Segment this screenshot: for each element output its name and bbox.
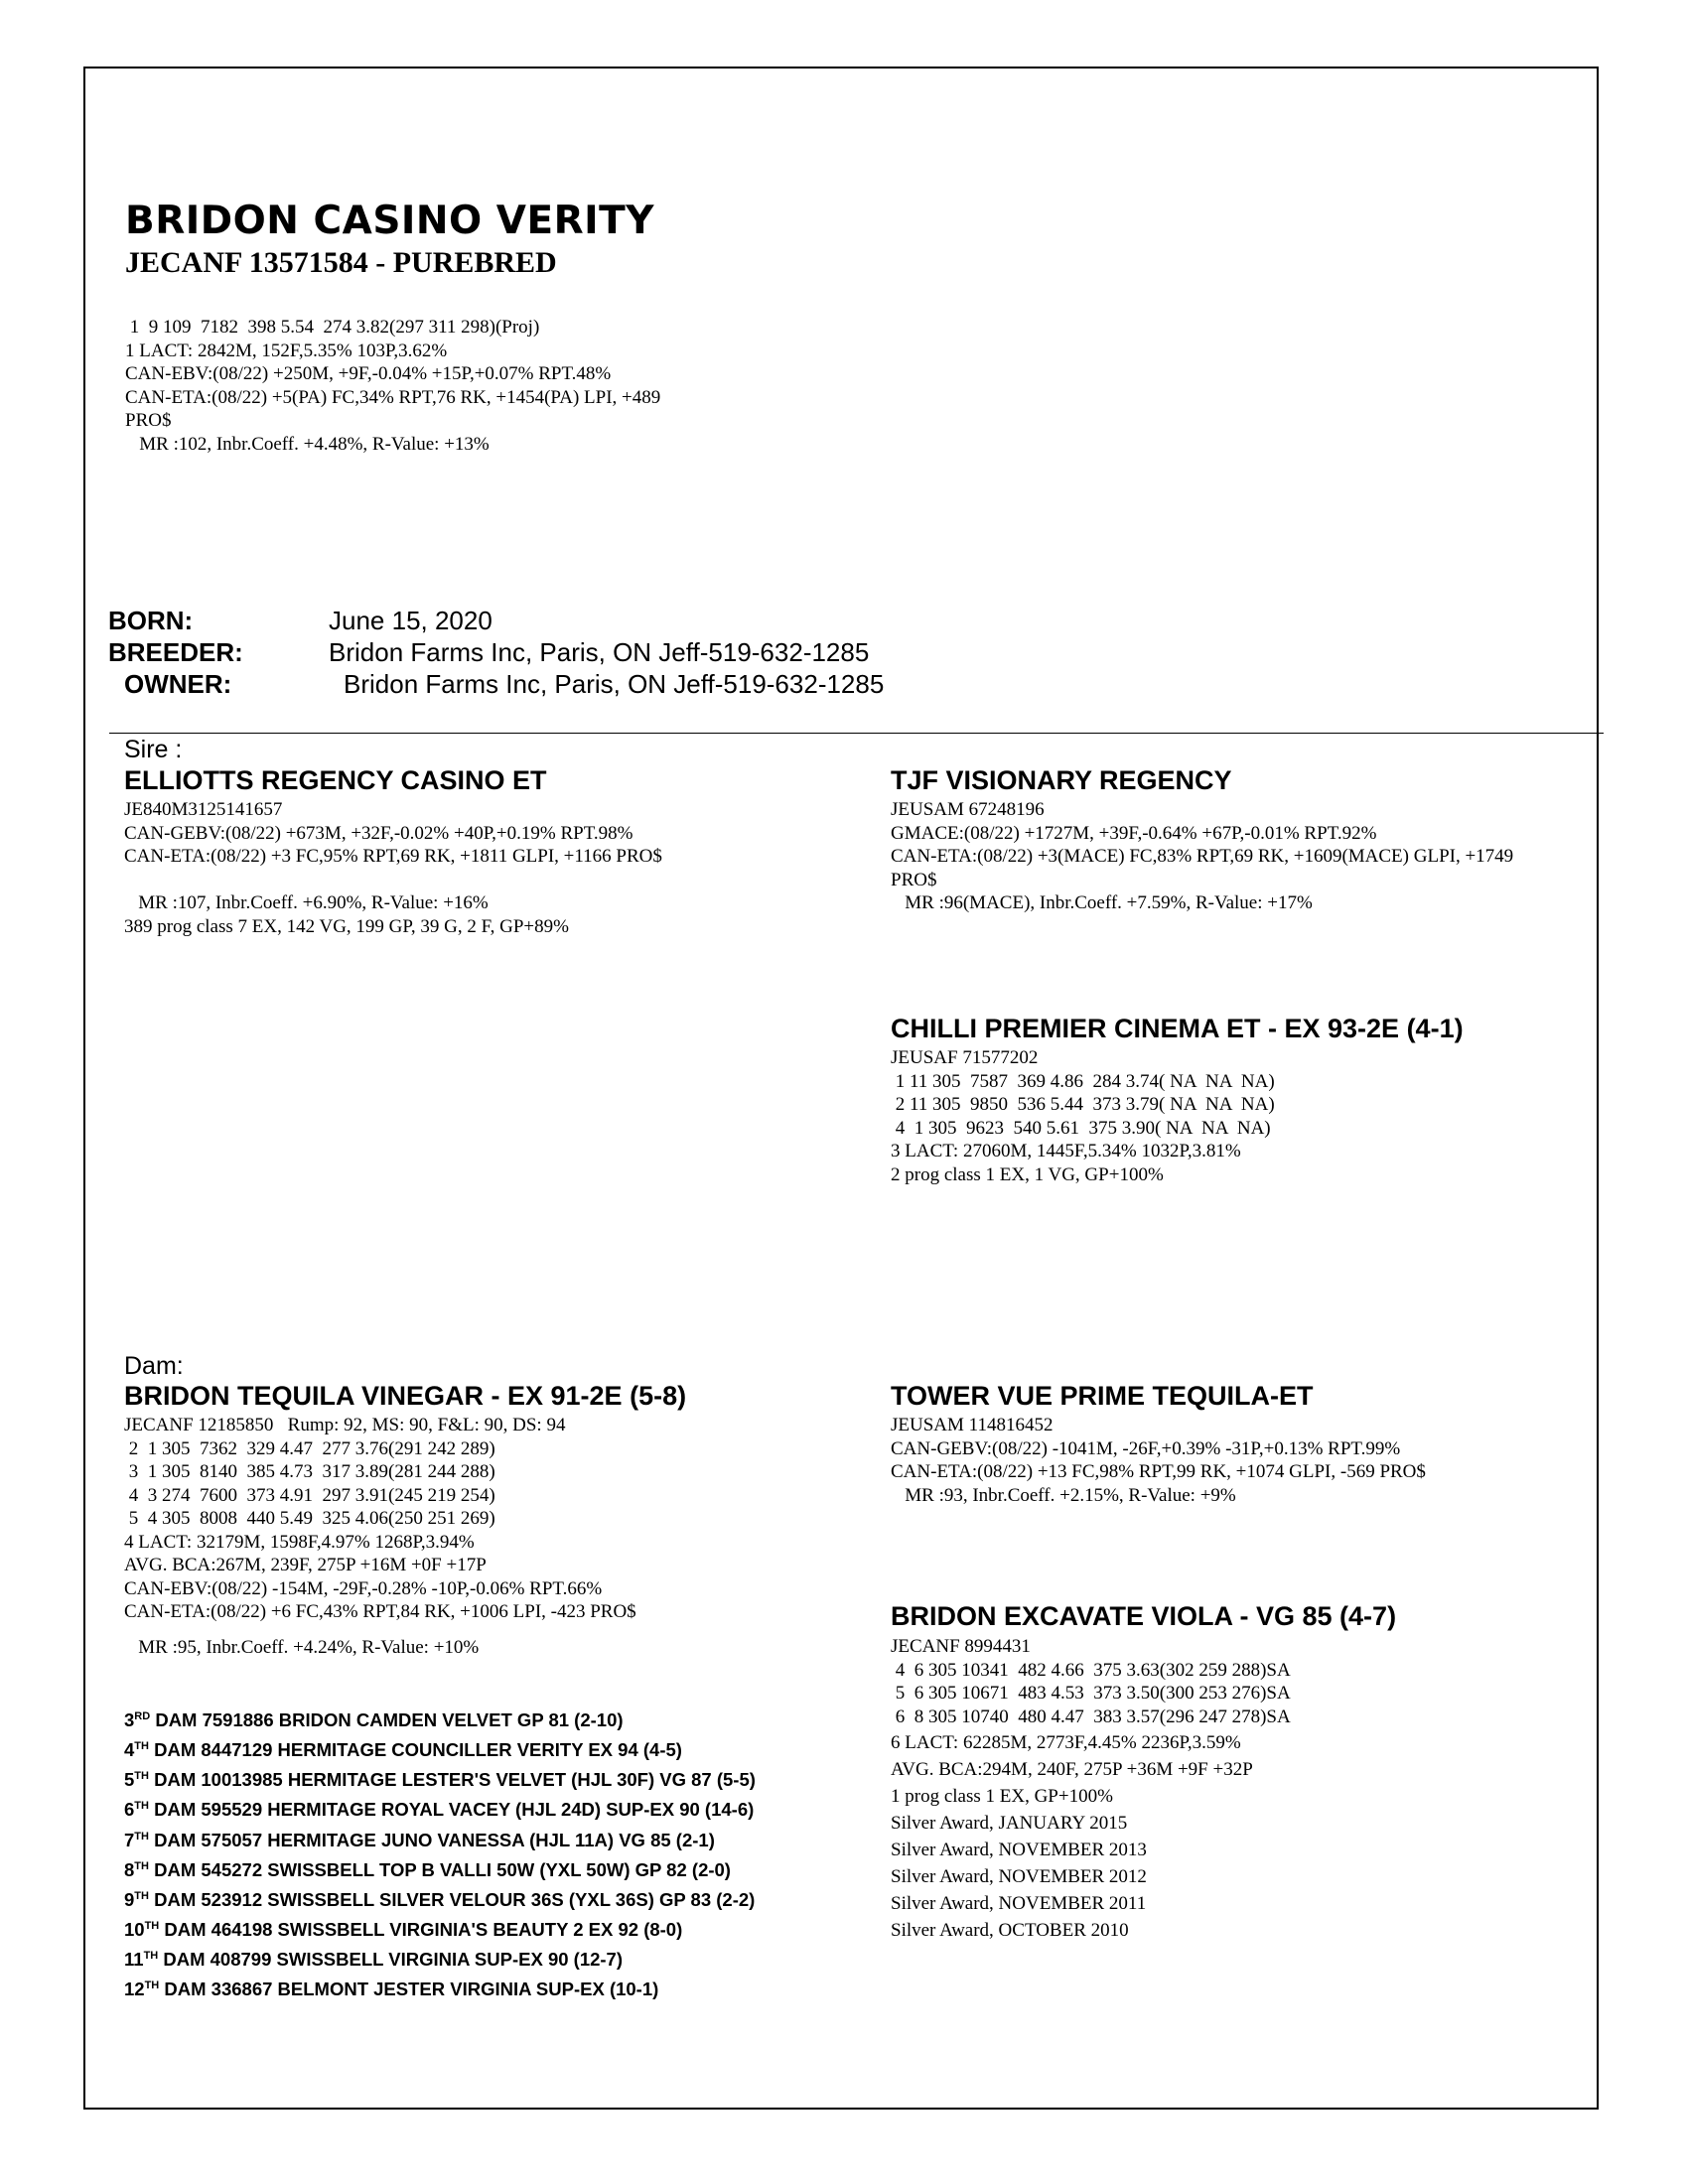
stat-line: 6 LACT: 62285M, 2773F,4.45% 2236P,3.59% [891,1732,1241,1753]
animal-name: BRIDON CASINO VERITY [125,199,654,243]
owner-value: Bridon Farms Inc, Paris, ON Jeff-519-632-1285 [344,669,885,699]
stat-line: 4 1 305 9623 540 5.61 375 3.90( NA NA NA) [891,1117,1271,1139]
ancestor-text: DAM 595529 HERMITAGE ROYAL VACEY (HJL 24D) SUP-EX 90 (14-6) [148,1799,755,1821]
stat-line: CAN-ETA:(08/22) +3 FC,95% RPT,69 RK, +1811 GLPI, +1166 PRO$ [124,846,662,867]
ancestor-number: 3 [124,1709,135,1731]
sire-dam-name: CHILLI PREMIER CINEMA ET - EX 93-2E (4-1) [891,1014,1464,1043]
ancestor-ordinal-suffix: TH [134,1859,149,1872]
ancestor-ordinal-suffix: TH [134,1800,149,1813]
ancestor-ordinal-suffix: TH [134,1770,149,1783]
stat-line: AVG. BCA:267M, 239F, 275P +16M +0F +17P [124,1555,487,1575]
stat-line: JECANF 8994431 [891,1636,1031,1657]
ancestor-dam-row [124,1973,756,2002]
stat-line: CAN-GEBV:(08/22) +673M, +32F,-0.02% +40P,+0.19% RPT.98% [124,822,633,844]
dam-stats [124,1414,636,1624]
ancestor-number: 7 [124,1829,135,1850]
stat-line: 3 LACT: 27060M, 1445F,5.34% 1032P,3.81% [891,1141,1241,1161]
sire-stats [124,798,662,938]
stat-line: 4 3 274 7600 373 4.91 297 3.91(245 219 254) [124,1484,495,1506]
ancestor-number: 8 [124,1858,135,1880]
ancestor-ordinal-suffix: TH [143,1950,159,1963]
ancestor-text: DAM 523912 SWISSBELL SILVER VELOUR 36S (YXL 36S) GP 83 (2-2) [148,1889,756,1911]
stat-line: MR :107, Inbr.Coeff. +6.90%, R-Value: +16% [124,892,489,913]
dam-dam-summary [891,1729,1253,1944]
stat-line: Silver Award, OCTOBER 2010 [891,1920,1129,1941]
stat-line: PRO$ [125,410,172,431]
stat-line: JEUSAM 114816452 [891,1415,1054,1435]
ancestor-number: 4 [124,1739,135,1761]
ancestor-ordinal-suffix: TH [134,1740,149,1753]
stat-line: 1 prog class 1 EX, GP+100% [891,1786,1113,1807]
stat-line: 3 1 305 8140 385 4.73 317 3.89(281 244 288) [124,1461,495,1482]
stat-line: JECANF 12185850 Rump: 92, MS: 90, F&L: 90, DS: 94 [124,1415,566,1435]
stat-line: 4 LACT: 32179M, 1598F,4.97% 1268P,3.94% [124,1531,475,1553]
born-label: BORN: [108,606,194,635]
sire-sire-stats [891,798,1513,915]
sire-dam-stats [891,1046,1275,1186]
ancestor-text: DAM 545272 SWISSBELL TOP B VALLI 50W (YXL 50W) GP 82 (2-0) [148,1858,731,1880]
dam-mr-line: MR :95, Inbr.Coeff. +4.24%, R-Value: +10% [124,1637,480,1658]
stat-line: 5 6 305 10671 483 4.53 373 3.50(300 253 276)SA [891,1683,1291,1704]
ancestor-ordinal-suffix: TH [134,1830,149,1843]
stat-line: 5 4 305 8008 440 5.49 325 4.06(250 251 269) [124,1508,495,1529]
stat-line: 4 6 305 10341 482 4.66 375 3.63(302 259 288)SA [891,1659,1291,1681]
stat-line: Silver Award, JANUARY 2015 [891,1813,1128,1834]
stat-line: 2 11 305 9850 536 5.44 373 3.79( NA NA NA) [891,1094,1275,1115]
ancestor-text: DAM 408799 SWISSBELL VIRGINIA SUP-EX 90 (12-7) [158,1949,624,1971]
stat-line: Silver Award, NOVEMBER 2011 [891,1893,1147,1914]
stat-line: 1 LACT: 2842M, 152F,5.35% 103P,3.62% [125,340,448,361]
ancestor-dam-row [124,1913,756,1943]
ancestor-dam-row [124,1943,756,1973]
ancestor-dam-row [124,1853,756,1883]
ancestor-dam-row [124,1883,756,1913]
stat-line: Silver Award, NOVEMBER 2012 [891,1866,1147,1887]
stat-line: MR :96(MACE), Inbr.Coeff. +7.59%, R-Value: +17% [891,892,1313,913]
ancestor-number: 12 [124,1979,145,2000]
dam-dam-stats [891,1635,1291,1728]
stat-line: GMACE:(08/22) +1727M, +39F,-0.64% +67P,-0.01% RPT.92% [891,822,1377,844]
stat-line: CAN-GEBV:(08/22) -1041M, -26F,+0.39% -31P,+0.13% RPT.99% [891,1437,1401,1459]
sire-label: Sire : [124,736,183,763]
ancestor-text: DAM 8447129 HERMITAGE COUNCILLER VERITY EX 94 (4-5) [148,1739,682,1761]
animal-registration: JECANF 13571584 - PUREBRED [125,246,557,279]
ancestor-dam-row [124,1824,756,1853]
animal-stats [125,316,660,456]
owner-label: OWNER: [124,669,232,699]
stat-line: MR :93, Inbr.Coeff. +2.15%, R-Value: +9% [891,1484,1236,1506]
ancestor-number: 5 [124,1769,135,1791]
born-value: June 15, 2020 [329,606,492,635]
dam-name: BRIDON TEQUILA VINEGAR - EX 91-2E (5-8) [124,1381,687,1411]
ancestor-text: DAM 7591886 BRIDON CAMDEN VELVET GP 81 (2-10) [150,1709,624,1731]
ancestor-dam-row [124,1733,756,1763]
breeder-value: Bridon Farms Inc, Paris, ON Jeff-519-632-1285 [329,637,870,667]
stat-line: 2 1 305 7362 329 4.47 277 3.76(291 242 289) [124,1437,495,1459]
ancestor-text: DAM 575057 HERMITAGE JUNO VANESSA (HJL 11A) VG 85 (2-1) [148,1829,715,1850]
ancestor-dam-row [124,1793,756,1823]
sire-sire-name: TJF VISIONARY REGENCY [891,765,1232,795]
divider [109,733,1604,734]
dam-dam-name: BRIDON EXCAVATE VIOLA - VG 85 (4-7) [891,1601,1397,1631]
stat-line: CAN-EBV:(08/22) +250M, +9F,-0.04% +15P,+0.07% RPT.48% [125,363,612,384]
ancestor-dam-row [124,1763,756,1793]
ancestor-dam-row [124,1704,756,1733]
stat-line: 6 8 305 10740 480 4.47 383 3.57(296 247 278)SA [891,1706,1291,1727]
dam-sire-name: TOWER VUE PRIME TEQUILA-ET [891,1381,1314,1411]
stat-line: CAN-ETA:(08/22) +6 FC,43% RPT,84 RK, +1006 LPI, -423 PRO$ [124,1601,636,1622]
breeder-label: BREEDER: [108,637,243,667]
stat-line: 389 prog class 7 EX, 142 VG, 199 GP, 39 G, 2 F, GP+89% [124,915,569,937]
stat-line: AVG. BCA:294M, 240F, 275P +36M +9F +32P [891,1759,1253,1780]
ancestor-number: 9 [124,1889,135,1911]
stat-line: Silver Award, NOVEMBER 2013 [891,1840,1147,1860]
stat-line: CAN-EBV:(08/22) -154M, -29F,-0.28% -10P,-0.06% RPT.66% [124,1577,603,1599]
stat-line: 1 11 305 7587 369 4.86 284 3.74( NA NA NA) [891,1070,1275,1092]
stat-line: MR :102, Inbr.Coeff. +4.48%, R-Value: +13% [125,433,490,455]
ancestor-text: DAM 10013985 HERMITAGE LESTER'S VELVET (HJL 30F) VG 87 (5-5) [148,1769,756,1791]
stat-line [124,869,662,892]
ancestor-number: 10 [124,1919,145,1941]
stat-line: 2 prog class 1 EX, 1 VG, GP+100% [891,1163,1164,1185]
stat-line: CAN-ETA:(08/22) +13 FC,98% RPT,99 RK, +1074 GLPI, -569 PRO$ [891,1461,1426,1482]
stat-line: CAN-ETA:(08/22) +5(PA) FC,34% RPT,76 RK, +1454(PA) LPI, +489 [125,386,661,408]
ancestor-text: DAM 464198 SWISSBELL VIRGINIA'S BEAUTY 2 EX 92 (8-0) [159,1919,683,1941]
stat-line: JEUSAF 71577202 [891,1047,1039,1068]
ancestor-ordinal-suffix: TH [134,1889,149,1902]
dam-sire-stats [891,1414,1426,1507]
ancestor-ordinal-suffix: RD [134,1710,151,1722]
stat-line: JEUSAM 67248196 [891,799,1045,820]
sire-name: ELLIOTTS REGENCY CASINO ET [124,765,547,795]
ancestor-number: 11 [124,1949,144,1971]
ancestor-text: DAM 336867 BELMONT JESTER VIRGINIA SUP-EX (10-1) [159,1979,659,2000]
stat-line: PRO$ [891,869,937,890]
ancestor-list [124,1704,756,2003]
ancestor-ordinal-suffix: TH [144,1920,160,1933]
stat-line: 1 9 109 7182 398 5.54 274 3.82(297 311 298)(Proj) [125,317,540,338]
stat-line: JE840M3125141657 [124,799,283,820]
ancestor-number: 6 [124,1799,135,1821]
ancestor-ordinal-suffix: TH [144,1979,160,1992]
dam-label: Dam: [124,1352,184,1380]
stat-line: CAN-ETA:(08/22) +3(MACE) FC,83% RPT,69 RK, +1609(MACE) GLPI, +1749 [891,846,1514,867]
